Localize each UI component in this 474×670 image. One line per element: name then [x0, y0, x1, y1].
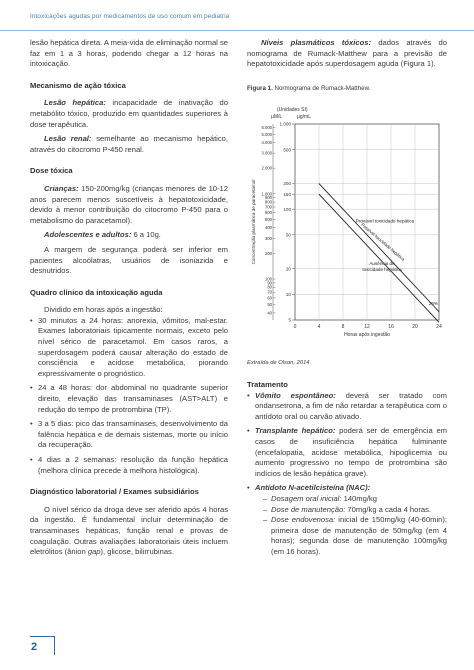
nac-dose-list — [255, 494, 447, 558]
figure-caption-text: Normograma de Rumack-Matthew. — [272, 84, 371, 92]
x-tick-label: 0 — [293, 324, 297, 331]
section-title-diagnosis: Diagnóstico laboratorial / Exames subsidiários — [30, 487, 199, 497]
y-tick-label-umol: 600 — [265, 210, 272, 216]
treatment-item — [247, 483, 447, 557]
y-tick-label-umol: 100 — [265, 276, 272, 282]
y-tick-label-ugml: 150 — [283, 192, 291, 198]
treatment-item — [247, 426, 447, 479]
label-children: Crianças: — [44, 183, 79, 193]
paragraph-hepatic-lesion — [30, 98, 228, 130]
paragraph-clinical-intro: Dividido em horas após a ingestão: — [44, 305, 163, 315]
text-renal-lesion: semelhante ao mecanismo hepático, através do citocromo P-450 renal. — [30, 134, 228, 154]
y-tick-label-umol: 1.000 — [261, 191, 272, 197]
section-title-toxic-dose: Dose tóxica — [30, 166, 73, 176]
label-hepatic-lesion: Lesão hepática: — [44, 98, 106, 108]
unit-right-label: μg/mL — [297, 114, 311, 121]
y-tick-label-umol: 400 — [265, 225, 272, 231]
unit-left-label: μM/L — [271, 114, 283, 121]
clinical-item: • 3 a 5 dias: pico das transaminases, desenvolvimento da falência hepática e de demais sistemas, morte ou início da recuperação. — [30, 419, 228, 451]
y-tick-label-umol: 50 — [267, 302, 272, 308]
section-title-mechanism: Mecanismo de ação tóxica — [30, 80, 126, 90]
label-transplant: Transplante hepático: — [255, 426, 336, 436]
nac-item — [263, 505, 447, 516]
y-tick-label-ugml: 5 — [288, 318, 291, 324]
text-toxic-levels: dados através do nomograma de Rumack-Matthew para a previsão de hepatotoxicidade após superdosagem aguda (Figura 1). — [247, 38, 447, 69]
text-adults: 6 a 10g. — [131, 230, 161, 240]
paragraph-safety-margin: A margem de segurança poderá ser inferior em pacientes alcoólatras, usuários de isoniazida e desnutridos. — [30, 244, 228, 276]
y-tick-label-ugml: 20 — [285, 266, 291, 272]
paragraph-toxic-levels — [247, 38, 447, 70]
paragraph-half-life: lesão hepática direta. A meia-vida de eliminação normal se faz em 1 a 3 horas, podendo chegar a 12 horas na intoxicação. — [30, 38, 228, 69]
page-number: 2 — [31, 641, 38, 653]
x-tick-label: 24 — [436, 324, 442, 331]
figure-caption — [247, 84, 447, 95]
x-tick-label: 4 — [317, 324, 321, 331]
left-column — [30, 38, 228, 558]
text-transplant: poderá ser de emergência em casos de insuficiência hepática fulminante (encefalopatia, acidose metabólica, hipoglicemia ou aumento progressivo no tempo de protrombina são indícios de lesão hepática grave). — [255, 426, 447, 478]
text-children: 150-200mg/kg (crianças menores de 10-12 anos parecem menos suscetíveis à hepatotoxicidade, devido à menor contribuição do citocromo P-450 para o metabolismo do paracetamol). — [30, 183, 228, 225]
clinical-list — [30, 316, 228, 476]
y-tick-label-ugml: 100 — [283, 207, 291, 213]
text-hepatic-lesion: incapacidade de inativação do metabólito tóxico, produzido em quantidades superiores à dose terapêutica. — [30, 98, 228, 129]
text-vomit: deverá ser tratado com ondansetrona, a fim de não retardar a terapêutica com o antídoto oral ou carvão ativado. — [255, 390, 447, 421]
label-renal-lesion: Lesão renal: — [44, 134, 92, 144]
annotation-possible: Possível toxicidade hepática — [360, 222, 406, 263]
right-column — [247, 38, 447, 557]
y-tick-label-umol: 40 — [267, 310, 272, 316]
annotation-percent: 25% — [428, 301, 438, 307]
nac-item-text: 140mg/kg — [341, 493, 377, 503]
x-tick-label: 12 — [364, 324, 370, 331]
y-tick-label-umol: 4.000 — [261, 140, 272, 146]
text-diagnosis-b: ), glicose, bilirrubinas. — [100, 547, 174, 557]
running-header: Intoxicações agudas por medicamentos de uso comum em pediatria — [30, 13, 230, 20]
y-axis-label: Concentração plasmática de paracetamol — [251, 179, 256, 265]
x-tick-label: 16 — [388, 324, 394, 331]
text-diagnosis-a: O nível sérico da droga deve ser aferido após 4 horas da ingestão. É fundamental incluir determinação de transaminases hepáticas, função renal e provas de coagulação. Outras avaliações laboratoriais úteis incluem eletrólitos (ânion — [30, 504, 228, 557]
text-diagnosis-gap: gap — [87, 547, 101, 557]
section-title-treatment: Tratamento — [247, 379, 288, 389]
label-toxic-levels: Níveis plasmáticos tóxicos: — [261, 38, 372, 47]
y-tick-label-ugml: 10 — [285, 292, 291, 298]
y-tick-label-umol: 60 — [267, 295, 272, 301]
paragraph-diagnosis — [30, 505, 228, 558]
y-tick-label-umol: 300 — [265, 236, 272, 242]
nomogram-line — [319, 184, 439, 312]
nomogram-figure — [247, 98, 447, 356]
y-tick-label-umol: 900 — [265, 195, 272, 201]
label-nac: Antídoto N-acetilcisteína (NAC): — [255, 483, 371, 493]
label-adults: Adolescentes e adultos: — [44, 230, 132, 240]
paragraph-renal-lesion — [30, 134, 228, 155]
nac-item — [263, 494, 447, 505]
annotation-probable: Provável toxicidade hepática — [355, 218, 415, 224]
treatment-item — [247, 391, 447, 423]
y-tick-label-umol: 2.000 — [261, 166, 272, 172]
nac-item-label: Dose de manutenção: — [271, 504, 346, 514]
nac-item-text: 70mg/kg a cada 4 horas. — [345, 504, 432, 514]
y-tick-label-ugml: 50 — [285, 232, 291, 238]
x-tick-label: 20 — [412, 324, 418, 331]
paragraph-adult-dose — [30, 230, 228, 241]
units-header: (Unidades SI) — [277, 107, 308, 114]
annotation-absence-line1: Ausência de — [369, 261, 395, 267]
y-tick-label-umol: 5.000 — [261, 132, 272, 138]
section-title-clinical: Quadro clínico da intoxicação aguda — [30, 287, 163, 297]
figure-source: Extraída de Olson, 2014 — [247, 360, 310, 367]
y-tick-label-umol: 200 — [265, 251, 272, 257]
y-tick-label-umol: 70 — [267, 290, 272, 296]
x-tick-label: 8 — [341, 324, 345, 331]
y-tick-label-umol: 80 — [267, 285, 272, 291]
y-tick-label-ugml: 500 — [283, 147, 291, 153]
clinical-item: • 4 dias a 2 semanas: resolução da função hepática (melhora clínica precede à melhora histológica). — [30, 455, 228, 476]
y-tick-label-umol: 90 — [267, 280, 272, 286]
y-tick-label-umol: 700 — [265, 204, 272, 210]
x-axis-label: Horas após ingestão — [344, 332, 390, 339]
y-tick-label-ugml: 1.000 — [279, 122, 291, 128]
nomogram-chart — [247, 98, 447, 356]
nac-item — [263, 515, 447, 557]
y-tick-label-umol: 6.000 — [261, 125, 272, 131]
paragraph-children-dose — [30, 184, 228, 226]
clinical-item: • 24 a 48 horas: dor abdominal no quadrante superior direito, elevação das transaminases (AST>ALT) e redução do tempo de protrombina (TP). — [30, 383, 228, 415]
y-tick-label-ugml: 200 — [283, 181, 291, 187]
nac-item-label: Dose endovenosa: — [271, 515, 336, 525]
y-tick-label-umol: 3.000 — [261, 151, 272, 157]
nomogram-line — [319, 195, 439, 323]
y-tick-label-umol: 800 — [265, 199, 272, 205]
treatment-list — [247, 391, 447, 558]
y-tick-label-umol: 500 — [265, 217, 272, 223]
label-vomit: Vômito espontâneo: — [255, 390, 336, 400]
annotation-absence-line2: toxicidade hepática — [362, 267, 402, 273]
nac-item-label: Dosagem oral inicial: — [271, 493, 342, 503]
clinical-item: • 30 minutos a 24 horas: anorexia, vômitos, mal-estar. Exames laboratoriais tipicamente normais, exceto pelo nível sérico de paracetamol. Em casos raros, a superdosagem poderá causar alteração do estado de consciência e acidose metabólica, piorando expressivamente o prognóstico. — [30, 316, 228, 380]
figure-label: Figura 1. — [247, 84, 273, 92]
nac-item-text: inicial de 150mg/kg (40-60min); primeira dose de manutenção de 50mg/kg (em 4 horas); segunda dose de manutenção 100mg/kg (em 16 horas). — [271, 515, 447, 556]
